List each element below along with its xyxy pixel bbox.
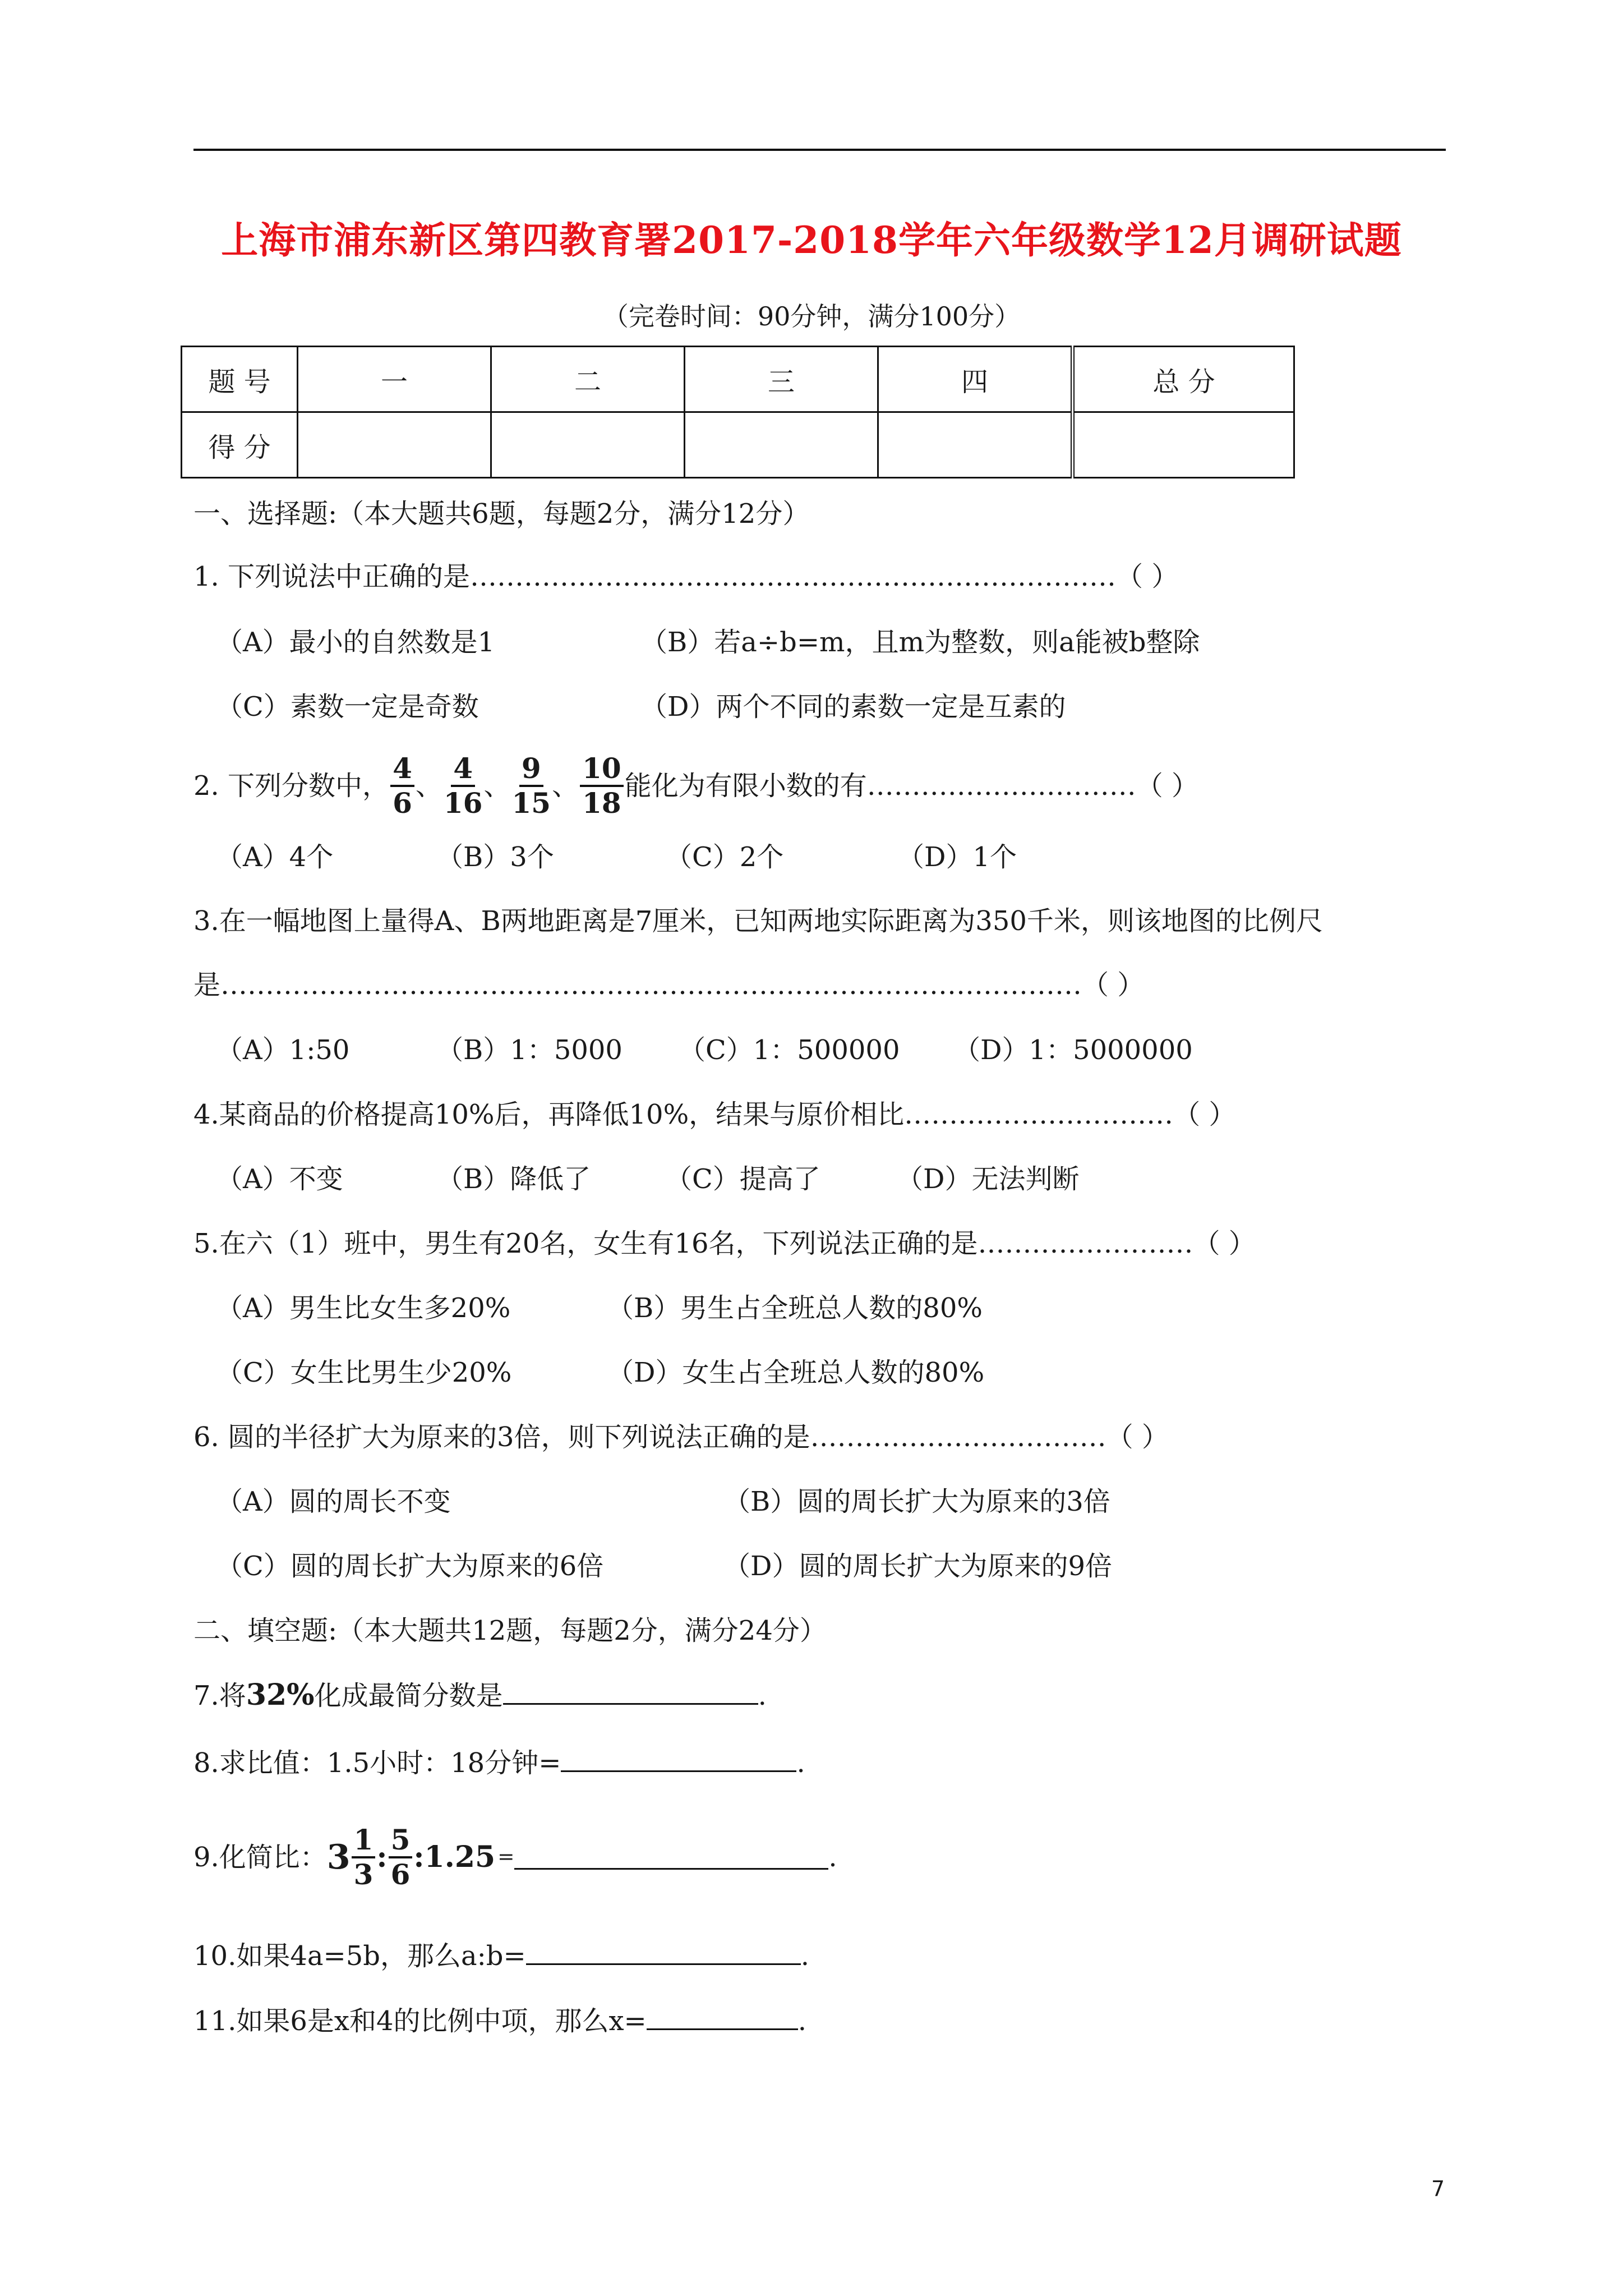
q10-answer-blank[interactable]	[526, 1936, 801, 1965]
q9-colon: :	[376, 1840, 388, 1874]
q3-line1: 3.在一幅地图上量得A、B两地距离是7厘米，已知两地实际距离为350千米，则该地图的比例尺	[193, 905, 1323, 937]
q6-option-d: （D）圆的周长扩大为原来的9倍	[723, 1550, 1113, 1582]
q2-separator: 、	[552, 770, 579, 802]
q2-fraction	[444, 752, 483, 820]
numerator: 4	[451, 752, 475, 787]
q10-prefix: 10.如果4a=5b，那么a:b=	[193, 1940, 526, 1972]
numerator: 10	[580, 752, 624, 787]
q11-prefix: 11.如果6是x和4的比例中项，那么x=	[193, 2005, 647, 2037]
q1-option-c: （C）素数一定是奇数	[216, 691, 479, 723]
page-number: 7	[1431, 2177, 1445, 2201]
header-rule	[193, 149, 1446, 151]
score-header-row	[182, 347, 1294, 412]
score-input-cell[interactable]	[298, 412, 491, 478]
q7-prefix: 7.将	[193, 1680, 246, 1711]
q2-prefix: 2. 下列分数中，	[193, 770, 390, 802]
q11-answer-blank[interactable]	[647, 2001, 798, 2030]
q9-line	[193, 1815, 837, 1899]
q1-option-b: （B）若a÷b=m，且m为整数，则a能被b整除	[640, 627, 1200, 658]
q3-option-d: （D）1：5000000	[953, 1034, 1193, 1066]
q2-separator: 、	[483, 770, 511, 802]
score-header-cell: 总 分	[1073, 347, 1294, 412]
numerator: 1	[352, 1824, 376, 1858]
score-header-cell: 题 号	[182, 347, 298, 412]
section1-heading: 一、选择题:（本大题共6题，每题2分，满分12分）	[193, 498, 810, 530]
score-input-cell[interactable]	[491, 412, 685, 478]
q6-option-b: （B）圆的周长扩大为原来的3倍	[723, 1486, 1110, 1517]
denominator: 18	[582, 786, 621, 820]
numerator: 4	[390, 752, 414, 787]
q9-tail: :1.25	[413, 1840, 496, 1874]
q7-answer-blank[interactable]	[503, 1676, 758, 1705]
q8-answer-blank[interactable]	[561, 1743, 796, 1772]
score-header-cell: 三	[685, 347, 878, 412]
q6-option-c: （C）圆的周长扩大为原来的6倍	[216, 1550, 604, 1582]
q6-stem: 6. 圆的半径扩大为原来的3倍，则下列说法正确的是……………………………（ ）	[193, 1421, 1169, 1453]
denominator: 6	[390, 1858, 411, 1891]
q4-option-c: （C）提高了	[665, 1163, 820, 1195]
q2-fraction	[511, 752, 551, 820]
q1-option-d: （D）两个不同的素数一定是互素的	[640, 691, 1066, 723]
q7-suffix: 化成最简分数是	[314, 1680, 503, 1711]
score-header-cell: 一	[298, 347, 491, 412]
q2-separator: 、	[415, 770, 442, 802]
exam-subtitle: （完卷时间：90分钟，满分100分）	[602, 301, 1021, 332]
q2-stem	[193, 744, 1198, 828]
q10-end: .	[800, 1940, 809, 1972]
q5-stem: 5.在六（1）班中，男生有20名，女生有16名，下列说法正确的是……………………（ ）	[193, 1228, 1256, 1259]
q1-stem: 1. 下列说法中正确的是………………………………………………………………（ ）	[193, 561, 1179, 592]
q3-line2: 是……………………………………………………………………………………（ ）	[193, 969, 1145, 1001]
q4-stem: 4.某商品的价格提高10%后，再降低10%，结果与原价相比…………………………（ ）	[193, 1099, 1236, 1130]
q7-end: .	[758, 1680, 767, 1711]
q7-line	[193, 1676, 767, 1713]
q8-line	[193, 1743, 805, 1780]
q7-value: 32%	[246, 1678, 315, 1712]
q5-option-c: （C）女生比男生少20%	[216, 1357, 512, 1388]
q9-fraction	[389, 1824, 413, 1891]
exam-title: 上海市浦东新区第四教育署2017-2018学年六年级数学12月调研试题	[221, 218, 1402, 262]
score-input-cell[interactable]	[878, 412, 1073, 478]
q2-option-b: （B）3个	[436, 841, 554, 873]
denominator: 15	[511, 786, 551, 820]
score-input-cell[interactable]	[685, 412, 878, 478]
q9-equals: =	[497, 1846, 515, 1869]
q9-answer-blank[interactable]	[514, 1846, 828, 1870]
denominator: 3	[353, 1858, 374, 1891]
q11-line	[193, 2001, 806, 2038]
score-label-cell: 得 分	[182, 412, 298, 478]
q3-option-a: （A）1:50	[216, 1034, 350, 1066]
q9-whole: 3	[326, 1838, 351, 1877]
q8-prefix: 8.求比值：1.5小时：18分钟=	[193, 1747, 561, 1779]
q9-prefix: 9.化简比：	[193, 1842, 327, 1873]
numerator: 9	[519, 752, 543, 787]
q10-line	[193, 1936, 809, 1973]
q2-option-c: （C）2个	[665, 841, 784, 873]
score-input-cell[interactable]	[1073, 412, 1294, 478]
denominator: 6	[393, 786, 412, 820]
q5-option-d: （D）女生占全班总人数的80%	[607, 1357, 985, 1388]
section2-heading: 二、填空题:（本大题共12题，每题2分，满分24分）	[193, 1615, 827, 1646]
q6-option-a: （A）圆的周长不变	[216, 1486, 451, 1517]
numerator: 5	[389, 1824, 413, 1858]
q9-end: .	[828, 1842, 837, 1873]
q2-option-a: （A）4个	[216, 841, 334, 873]
score-header-cell: 四	[878, 347, 1073, 412]
score-value-row	[182, 412, 1294, 478]
q1-option-a: （A）最小的自然数是1	[216, 627, 495, 658]
q5-option-a: （A）男生比女生多20%	[216, 1292, 511, 1324]
q9-fraction	[352, 1824, 376, 1891]
q4-option-b: （B）降低了	[436, 1163, 591, 1195]
q3-option-c: （C）1：500000	[679, 1034, 900, 1066]
q2-suffix: 能化为有限小数的有…………………………（ ）	[624, 770, 1198, 802]
denominator: 16	[443, 786, 483, 820]
q5-option-b: （B）男生占全班总人数的80%	[607, 1292, 983, 1324]
q4-option-a: （A）不变	[216, 1163, 343, 1195]
q11-end: .	[797, 2005, 807, 2037]
score-header-cell: 二	[491, 347, 685, 412]
q2-fraction	[580, 752, 624, 820]
q8-end: .	[796, 1747, 805, 1779]
q2-fraction	[390, 752, 414, 820]
score-table	[181, 346, 1295, 478]
q2-option-d: （D）1个	[897, 841, 1017, 873]
q4-option-d: （D）无法判断	[896, 1163, 1080, 1195]
q3-option-b: （B）1：5000	[436, 1034, 623, 1066]
